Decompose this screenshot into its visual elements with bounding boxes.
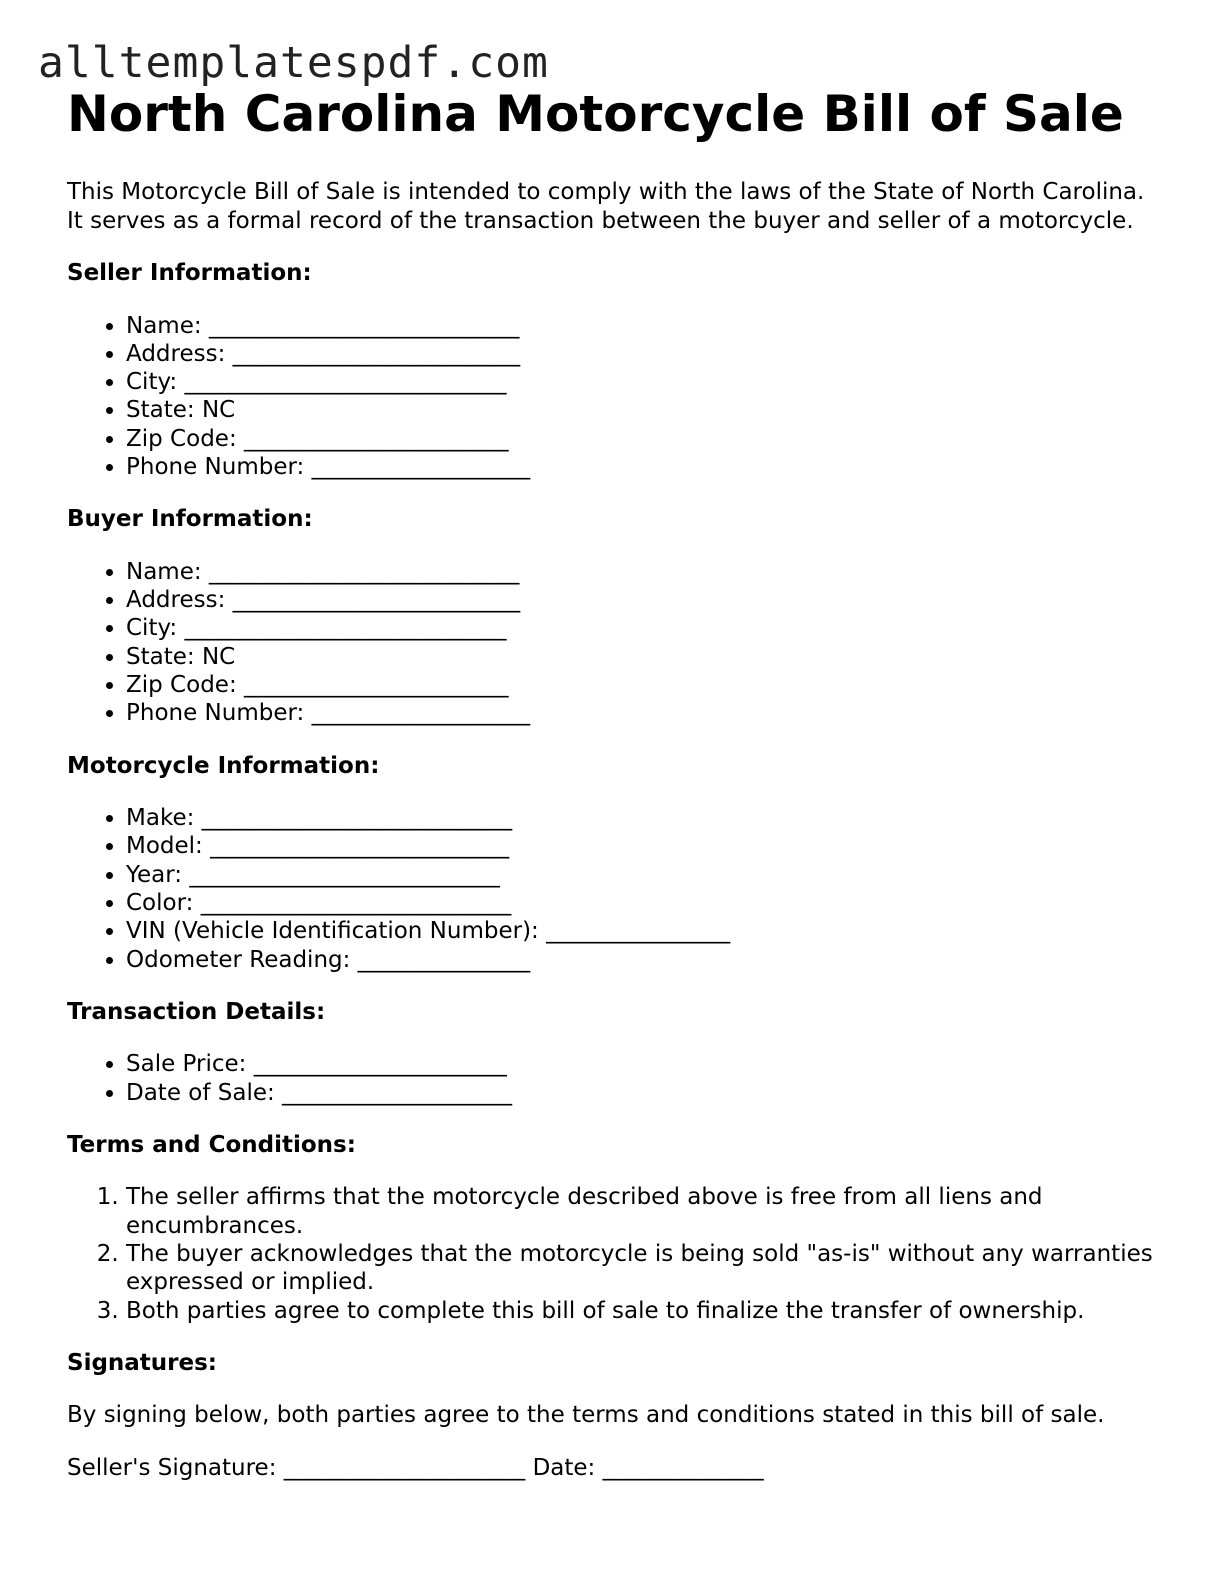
buyer-address-field[interactable]: • Address: _________________________ <box>126 586 1167 614</box>
watermark: alltemplatespdf.com <box>38 38 549 88</box>
sale-date-field[interactable]: • Date of Sale: ____________________ <box>126 1079 1167 1107</box>
intro-paragraph: This Motorcycle Bill of Sale is intended to comply with the laws of the State of North Carolina. It serves as a formal record of the transaction between the buyer and seller of a motorcycle. <box>67 179 1145 234</box>
buyer-phone-field[interactable]: • Phone Number: ___________________ <box>126 699 1167 727</box>
buyer-city-field[interactable]: • City: ____________________________ <box>126 614 1167 642</box>
odometer-field[interactable]: • Odometer Reading: _______________ <box>126 946 1167 974</box>
signatures-heading: Signatures: <box>67 1349 218 1376</box>
term-item: 3. Both parties agree to complete this bill of sale to finalize the transfer of ownership. <box>126 1297 1167 1325</box>
sale-price-field[interactable]: • Sale Price: ______________________ <box>126 1050 1167 1078</box>
seller-heading: Seller Information: <box>67 260 312 286</box>
color-field[interactable]: • Color: ___________________________ <box>126 889 1167 917</box>
motorcycle-list <box>67 804 1167 974</box>
terms-heading: Terms and Conditions: <box>67 1131 356 1158</box>
make-field[interactable]: • Make: ___________________________ <box>126 804 1167 832</box>
seller-city-field[interactable]: • City: ____________________________ <box>126 368 1167 396</box>
buyer-heading: Buyer Information: <box>67 506 313 533</box>
buyer-zip-field[interactable]: • Zip Code: _______________________ <box>126 671 1167 699</box>
document-body <box>67 86 1167 1482</box>
term-item: 2. The buyer acknowledges that the motorcycle is being sold "as-is" without any warranties expressed or implied. <box>126 1240 1167 1297</box>
year-field[interactable]: • Year: ___________________________ <box>126 861 1167 889</box>
document-title: North Carolina Motorcycle Bill of Sale <box>67 85 1124 143</box>
seller-signature-line[interactable]: Seller's Signature: _____________________ Date: ______________ <box>67 1454 764 1481</box>
vin-field[interactable]: • VIN (Vehicle Identification Number): ________________ <box>126 917 1167 945</box>
seller-list <box>67 312 1167 482</box>
transaction-heading: Transaction Details: <box>67 998 326 1025</box>
term-item: 1. The seller affirms that the motorcycle described above is free from all liens and encumbrances. <box>126 1183 1167 1240</box>
terms-list <box>67 1183 1167 1324</box>
seller-address-field[interactable]: • Address: _________________________ <box>126 340 1167 368</box>
seller-zip-field[interactable]: • Zip Code: _______________________ <box>126 425 1167 453</box>
model-field[interactable]: • Model: __________________________ <box>126 832 1167 860</box>
motorcycle-heading: Motorcycle Information: <box>67 752 380 779</box>
buyer-state-field: • State: NC <box>126 643 1167 671</box>
seller-name-field[interactable]: • Name: ___________________________ <box>126 312 1167 340</box>
seller-phone-field[interactable]: • Phone Number: ___________________ <box>126 453 1167 481</box>
transaction-list <box>67 1050 1167 1107</box>
seller-state-field: • State: NC <box>126 396 1167 424</box>
signatures-statement: By signing below, both parties agree to the terms and conditions stated in this bill of sale. <box>67 1402 1105 1429</box>
buyer-name-field[interactable]: • Name: ___________________________ <box>126 558 1167 586</box>
buyer-list <box>67 558 1167 728</box>
